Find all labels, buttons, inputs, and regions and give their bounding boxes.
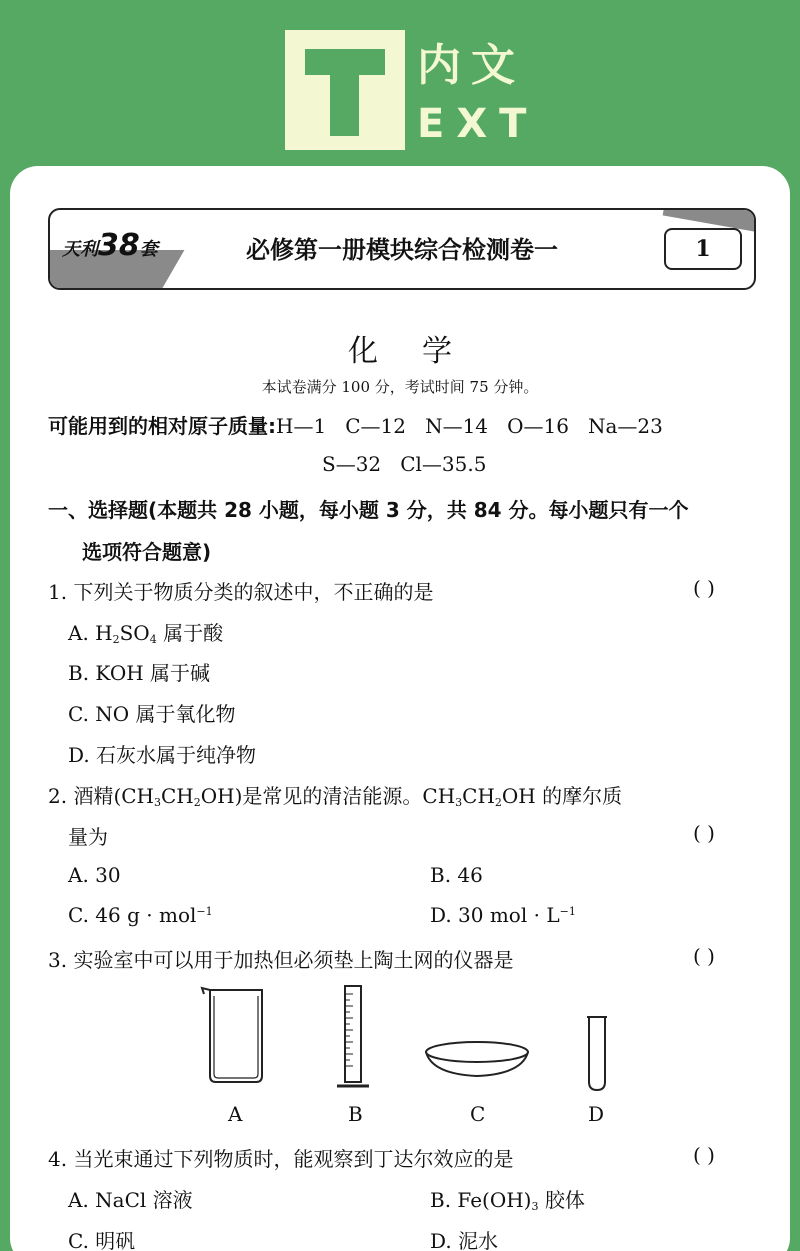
q1-option-b: B. KOH 属于碱 xyxy=(68,661,211,685)
beaker-icon xyxy=(200,984,270,1088)
badge-en-text: EXT xyxy=(417,101,539,147)
section-heading: 一、选择题(本题共 28 小题，每小题 3 分，共 84 分。每小题只有一个 xyxy=(48,498,689,522)
atomic-mass-line2: S—32 Cl—35.5 xyxy=(322,452,487,476)
q2-option-c: C. 46 g · mol$^{-1}$ xyxy=(68,903,213,927)
q1-option-a: A. $H_2SO_4$ 属于酸 xyxy=(68,621,224,646)
question-1-stem: 1. 下列关于物质分类的叙述中，不正确的是 xyxy=(48,580,434,604)
brand-logo: 天利38套 xyxy=(62,228,158,263)
q4-option-a: A. NaCl 溶液 xyxy=(68,1188,193,1212)
answer-blank-2: ( ) xyxy=(693,821,715,845)
answer-blank-1: ( ) xyxy=(693,576,715,600)
question-2-stem-cont: 量为 xyxy=(68,825,108,849)
t-logo-icon xyxy=(285,30,405,150)
q1-option-c: C. NO 属于氧化物 xyxy=(68,702,236,726)
header-badge xyxy=(285,30,538,150)
instrument-label-d: D xyxy=(588,1102,605,1126)
badge-cn-text: 内文 xyxy=(417,40,525,91)
instrument-label-a: A xyxy=(228,1102,243,1126)
graduated-cylinder-icon xyxy=(335,984,375,1090)
instrument-label-b: B xyxy=(348,1102,363,1126)
document-page xyxy=(10,166,790,1251)
subject-title: 化学 xyxy=(348,334,496,369)
exam-title-banner xyxy=(48,208,756,290)
q4-option-b: B. $Fe(OH)_3$ 胶体 xyxy=(430,1188,585,1213)
exam-title: 必修第一册模块综合检测卷一 xyxy=(246,235,558,264)
evaporating-dish-icon xyxy=(422,1038,532,1082)
exam-number: 1 xyxy=(664,228,742,270)
section-heading-cont: 选项符合题意) xyxy=(82,540,212,564)
atomic-mass-line1: 可能用到的相对原子质量:H—1 C—12 N—14 O—16 Na—23 xyxy=(48,414,663,438)
instrument-label-c: C xyxy=(470,1102,486,1126)
question-3-stem: 3. 实验室中可以用于加热但必须垫上陶土网的仪器是 xyxy=(48,948,514,972)
exam-intro: 本试卷满分 100 分，考试时间 75 分钟。 xyxy=(261,378,539,396)
q4-option-d: D. 泥水 xyxy=(430,1229,499,1251)
q2-option-a: A. 30 xyxy=(68,863,121,887)
q4-option-c: C. 明矾 xyxy=(68,1229,136,1251)
answer-blank-4: ( ) xyxy=(693,1143,715,1167)
answer-blank-3: ( ) xyxy=(693,944,715,968)
test-tube-icon xyxy=(585,1014,609,1094)
q1-option-d: D. 石灰水属于纯净物 xyxy=(68,743,257,767)
question-4-stem: 4. 当光束通过下列物质时，能观察到丁达尔效应的是 xyxy=(48,1147,514,1171)
question-2-stem: 2. 酒精$(CH_3CH_2OH)$是常见的清洁能源。$CH_3CH_2OH$ 的摩尔质 xyxy=(48,784,623,809)
q2-option-b: B. 46 xyxy=(430,863,483,887)
q2-option-d: D. 30 mol · $L^{-1}$ xyxy=(430,903,576,927)
